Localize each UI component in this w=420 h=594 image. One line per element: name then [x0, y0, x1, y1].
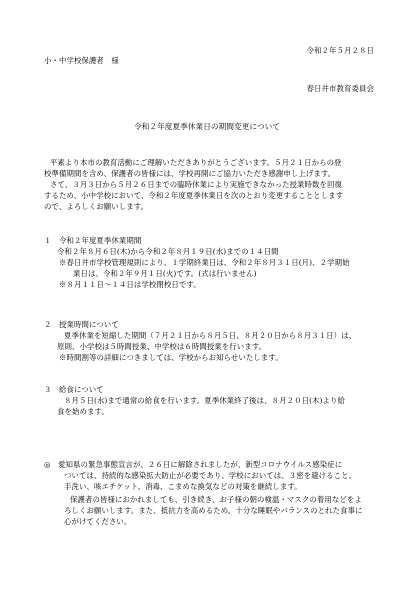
section3-heading: ３ 給食について — [44, 385, 104, 394]
sender-line: 春日井市教育委員会 — [306, 84, 374, 93]
section1-line: ※８月１１日～１４日は学校閉校日です。 — [59, 280, 201, 289]
notice-line: 手洗い、咳エチケット、消毒、こまめな換気などの対策を継続します。 — [64, 482, 302, 491]
document-title: 令和２年度夏季休業日の期間変更について — [134, 122, 281, 131]
section1-line: 業日は、令和２年９月１日(火)です。(式は行いません) — [73, 269, 257, 278]
notice-line: 心がけてください。 — [64, 517, 132, 526]
intro-line: ので、よろしくお願いします。 — [44, 202, 149, 211]
notice-line: ついては、持続的な感染拡大防止が必要であり、学校においては、３密を避けること、 — [64, 471, 357, 480]
intro-line: 校準備期間を含め、保護者の皆様には、学校再開にご協力いただき感謝申し上げます。 — [44, 169, 336, 178]
section2-line: 夏季休業を短縮した期間（７月２１日から８月５日、８月２０日から８月３１日）は、 — [64, 331, 357, 340]
recipient-line: 小・中学校保護者 様 — [44, 56, 119, 65]
intro-line: さて、３月３日から５月２６日までの臨時休業により実施できなかった授業時数を回復 — [50, 180, 342, 189]
section1-line: ※春日井市学校管理規則により、１学期終業日は、令和２年８月３１日(月)、２学期始 — [59, 258, 350, 267]
intro-line: するため、小中学校において、令和２年度夏季休業日を次のとおり変更することとします — [44, 191, 344, 200]
section1-line: 令和２年８月６日(木)から令和２年８月１９日(水)までの１４日間 — [57, 247, 279, 256]
notice-line: ◎ 愛知県の緊急事態宣言が、２６日に解除されましたが、新型コロナウイルス感染症に — [44, 460, 343, 469]
section3-line: ８月５日(水)まで通常の給食を行います。夏季休業終了後は、８月２０日(木)より給 — [64, 396, 346, 405]
section3-line: 食を始めます。 — [57, 407, 109, 416]
notice-line: 保護者の皆様におかれましても、引き続き、お子様の朝の検温・マスクの着用などをよ — [70, 495, 362, 504]
section2-line: 原則、小学校は５時間授業、中学校は６時間授業を行います。 — [57, 342, 267, 351]
section2-line: ※時間割等の詳細につきましては、学校からお知らせいたします。 — [59, 353, 283, 362]
document-date: 令和２年５月２８日 — [306, 46, 374, 55]
intro-line: 平素より本市の教育活動にご理解いただきありがとうございます。５月２１日からの登 — [50, 158, 342, 167]
section2-heading: ２ 授業時間について — [44, 320, 119, 329]
section1-heading: １ 令和２年度夏季休業期間 — [44, 236, 142, 245]
notice-line: ろしくお願いします。また、抵抗力を高めるため、十分な睡眠やバランスのとれた食事に — [64, 506, 363, 515]
